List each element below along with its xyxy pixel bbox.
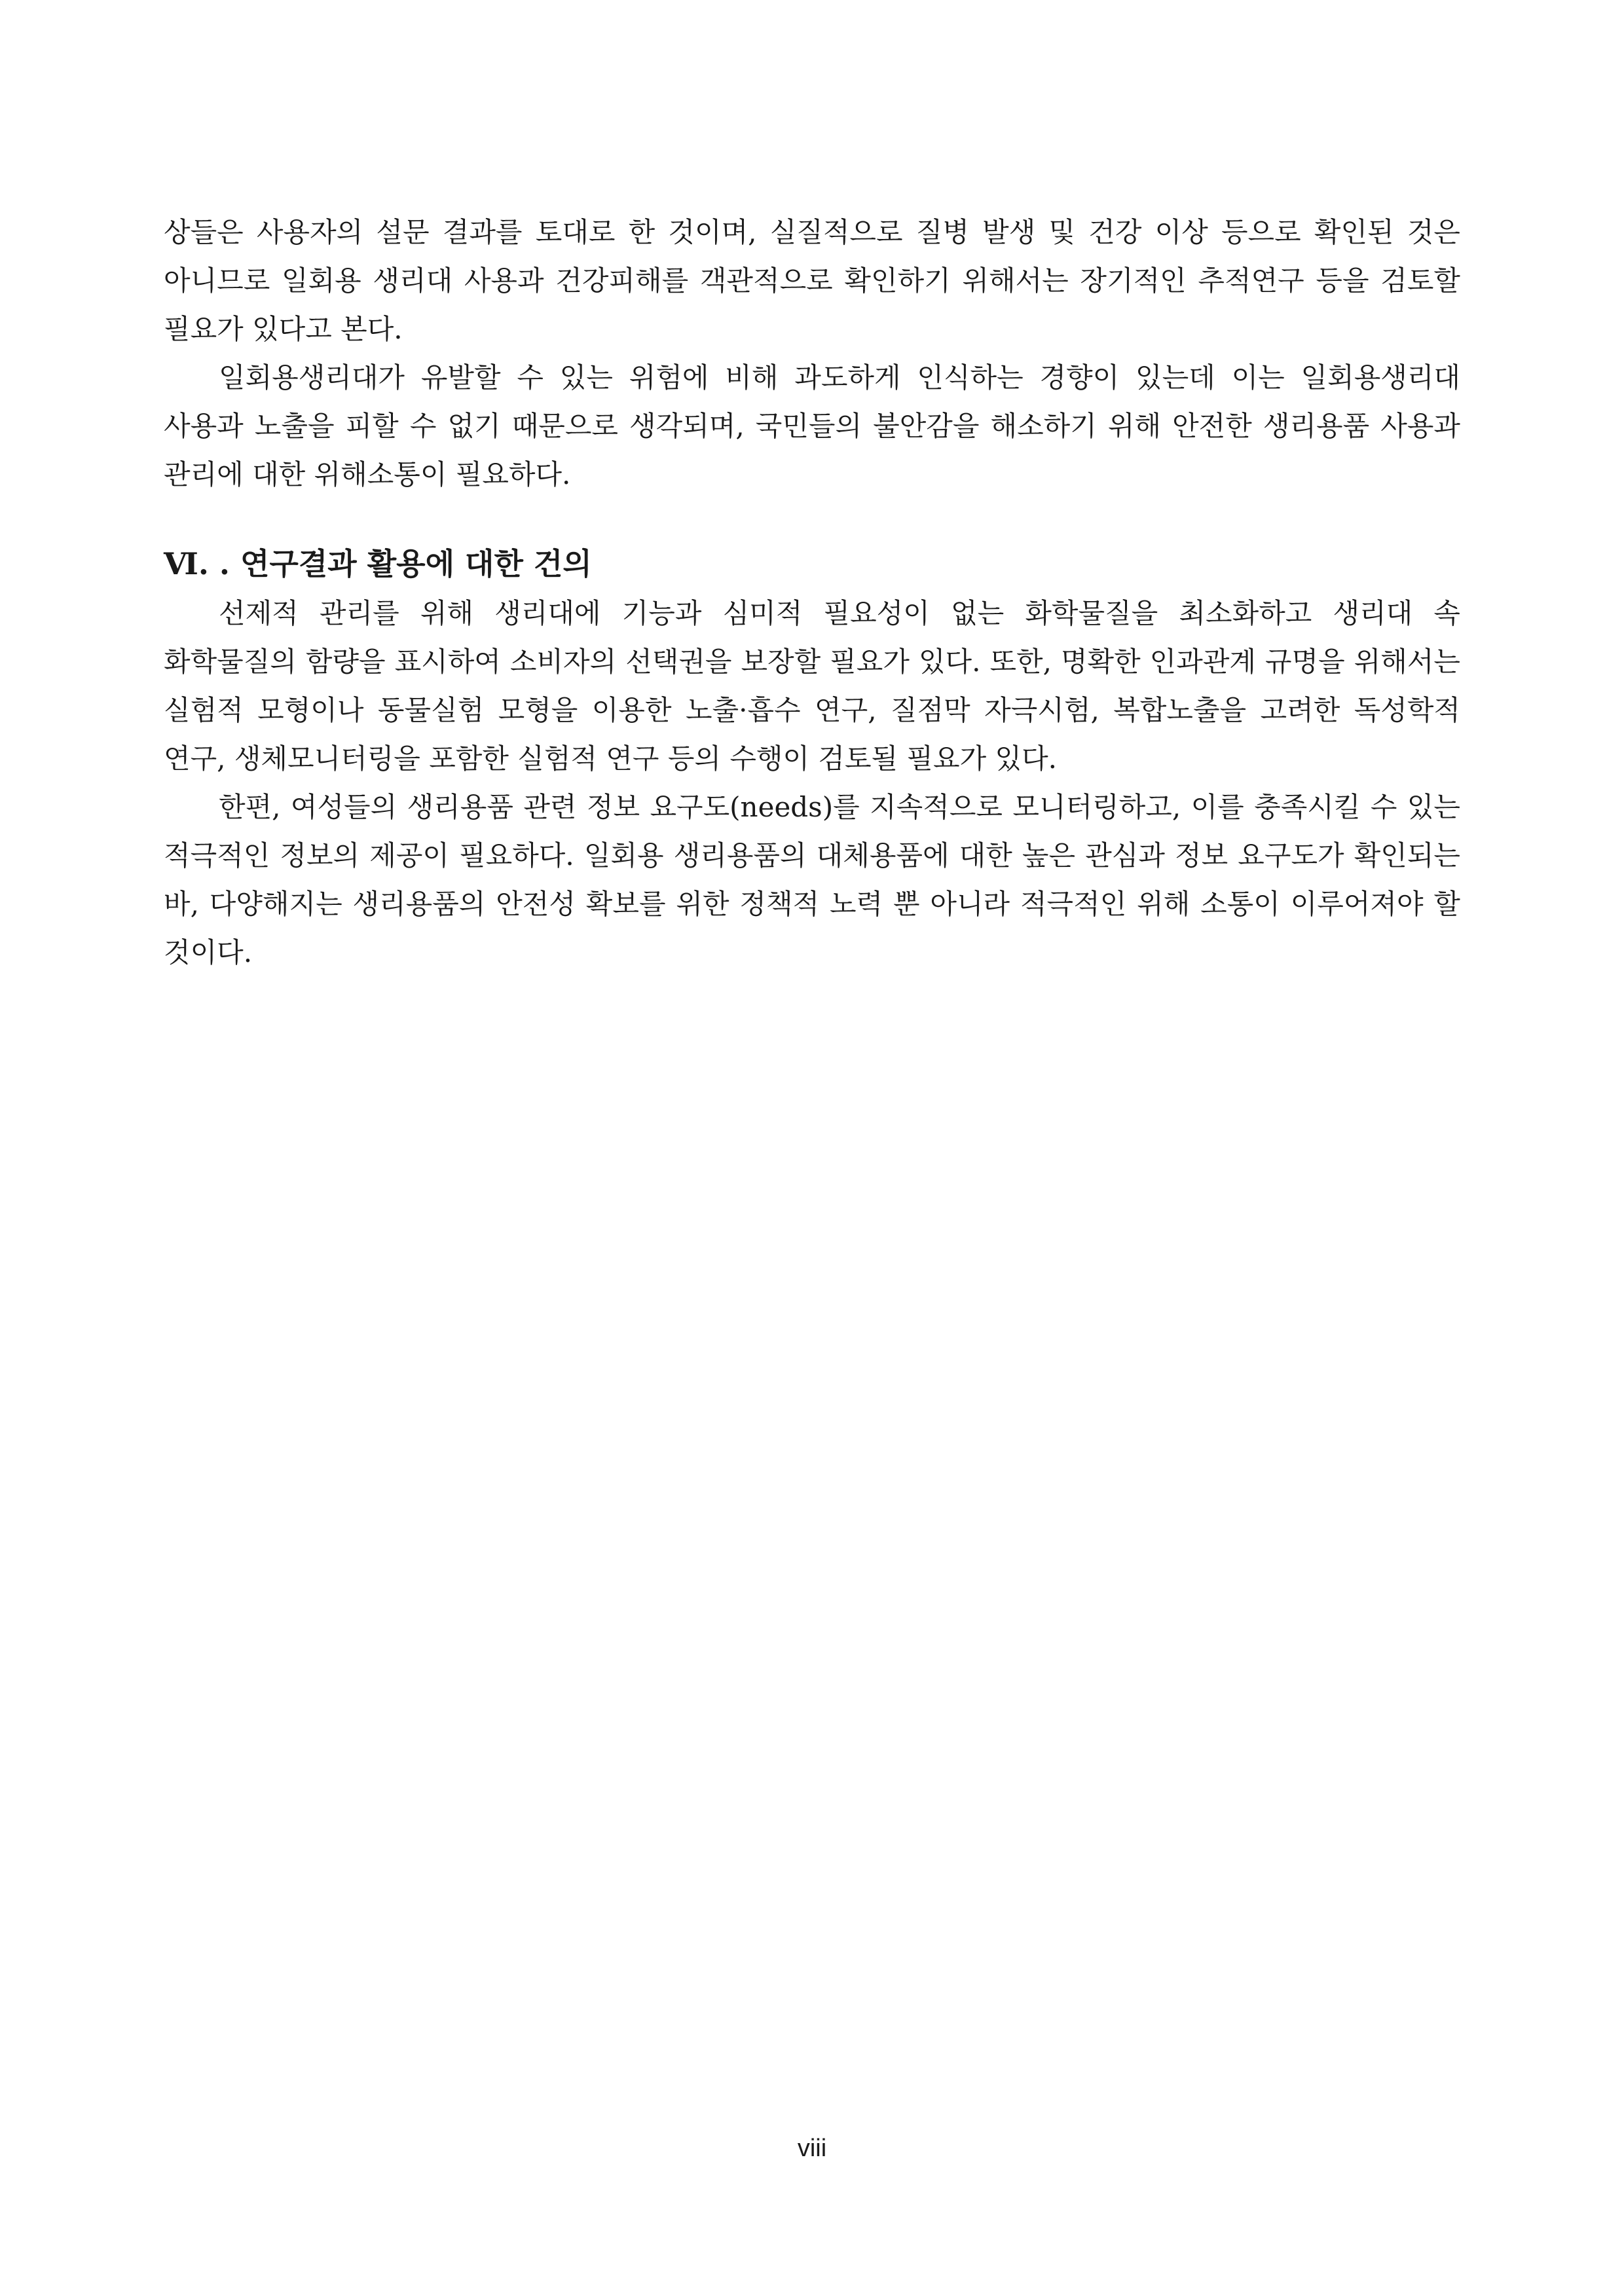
paragraph-risk-communication: 일회용생리대가 유발할 수 있는 위험에 비해 과도하게 인식하는 경향이 있는데 이는 일회용생리대 사용과 노출을 피할 수 없기 때문으로 생각되며, 국민들의 불안감을 해소하기 위해 안전한 생리용품 사용과 관리에 대한 위해소통이 필요하다. [164,361,1460,490]
page-number: viii [797,2135,827,2162]
section-heading: Ⅵ. . 연구결과 활용에 대한 건의 [164,546,592,581]
paragraph-information-needs: 한편, 여성들의 생리용품 관련 정보 요구도(needs)를 지속적으로 모니터링하고, 이를 충족시킬 수 있는 적극적인 정보의 제공이 필요하다. 일회용 생리용품의 대체용품에 대한 높은 관심과 정보 요구도가 확인되는 바, 다양해지는 생리용품의 안전성 확보를 위한 정책적 노력 뿐 아니라 적극적인 위해 소통이 이루어져야 할 것이다. [164,791,1460,968]
paragraph-continuation: 상들은 사용자의 설문 결과를 토대로 한 것이며, 실질적으로 질병 발생 및 건강 이상 등으로 확인된 것은 아니므로 일회용 생리대 사용과 건강피해를 객관적으로 확인하기 위해서는 장기적인 추적연구 등을 검토할 필요가 있다고 본다. [164,216,1460,345]
document-body [164,208,1460,977]
paragraph-preemptive-management: 선제적 관리를 위해 생리대에 기능과 심미적 필요성이 없는 화학물질을 최소화하고 생리대 속 화학물질의 함량을 표시하여 소비자의 선택권을 보장할 필요가 있다. 또한, 명확한 인과관계 규명을 위해서는 실험적 모형이나 동물실험 모형을 이용한 노출·흡수 연구, 질점막 자극시험, 복합노출을 고려한 독성학적 연구, 생체모니터링을 포함한 실험적 연구 등의 수행이 검토될 필요가 있다. [164,597,1460,775]
